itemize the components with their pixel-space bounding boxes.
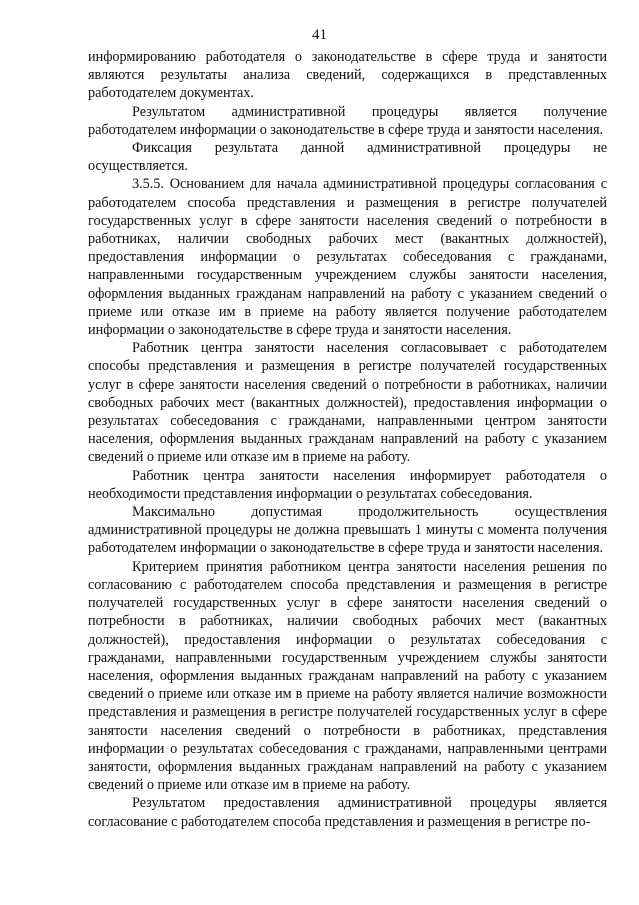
paragraph-criterion: Критерием принятия работником центра занятости населения решения по согласованию с работодателем способа представления и размещения в регистре получателей государственных услуг в сфере занятости населения сведений о потребности в работниках, наличии свободных рабочих мест (вакантных должностей), предоставления информации о результатах собеседования с гражданами, направленными государственным учреждением службы занятости населения, оформления выданных гражданам направлений на работу с указанием сведений о приеме или отказе им в приеме на работу является наличие возможности представления и размещения в регистре получателей государственных услуг в сфере занятости населения сведений о потребности в работниках, представления информации о результатах собеседования с гражданами, направленными центрами занятости, оформления выданных гражданам направлений на работу с указанием сведений о приеме или отказе им в приеме на работу. [88, 558, 607, 794]
paragraph-section-3-5-5: 3.5.5. Основанием для начала административной процедуры согласования с работодателем способа представления и размещения в регистре получателей государственных услуг в сфере занятости населения сведений о потребности в работниках, наличии свободных рабочих мест (вакантных должностей), предоставления информации о результатах собеседования с гражданами, направленными государственным учреждением службы занятости населения, оформления выданных гражданам направлений на работу с указанием сведений о приеме или отказе им в приеме на работу является получение работодателем информации о законодательстве в сфере труда и занятости населения. [88, 176, 607, 339]
paragraph-duration: Максимально допустимая продолжительность осуществления административной процедуры не должна превышать 1 минуты с момента получения работодателем информации о законодательстве в сфере труда и занятости населения. [88, 504, 607, 557]
page-number: 41 [312, 27, 327, 43]
paragraph-informing: Работник центра занятости населения информирует работодателя о необходимости представления информации о результатах собеседования. [88, 467, 607, 502]
paragraph-fixation: Фиксация результата данной административной процедуры не осуществляется. [88, 140, 607, 175]
body-text [88, 48, 607, 831]
paragraph-procedure-result: Результатом предоставления административной процедуры является согласование с работодателем способа представления и размещения в регистре по- [88, 795, 607, 830]
paragraph-coordination: Работник центра занятости населения согласовывает с работодателем способы представления и размещения в регистре получателей государственных услуг в сфере занятости населения сведений о потребности в работниках, наличии свободных рабочих мест (вакантных должностей), предоставления информации о результатах собеседования с гражданами, направленными центром занятости населения, оформления выданных гражданам направлений на работу с указанием сведений о приеме или отказе им в приеме на работу. [88, 340, 607, 466]
paragraph-result: Результатом административной процедуры является получение работодателем информации о законодательстве в сфере труда и занятости населения. [88, 103, 607, 138]
paragraph-continuation: информированию работодателя о законодательстве в сфере труда и занятости являются результаты анализа сведений, содержащихся в представленных работодателем документах. [88, 49, 607, 102]
